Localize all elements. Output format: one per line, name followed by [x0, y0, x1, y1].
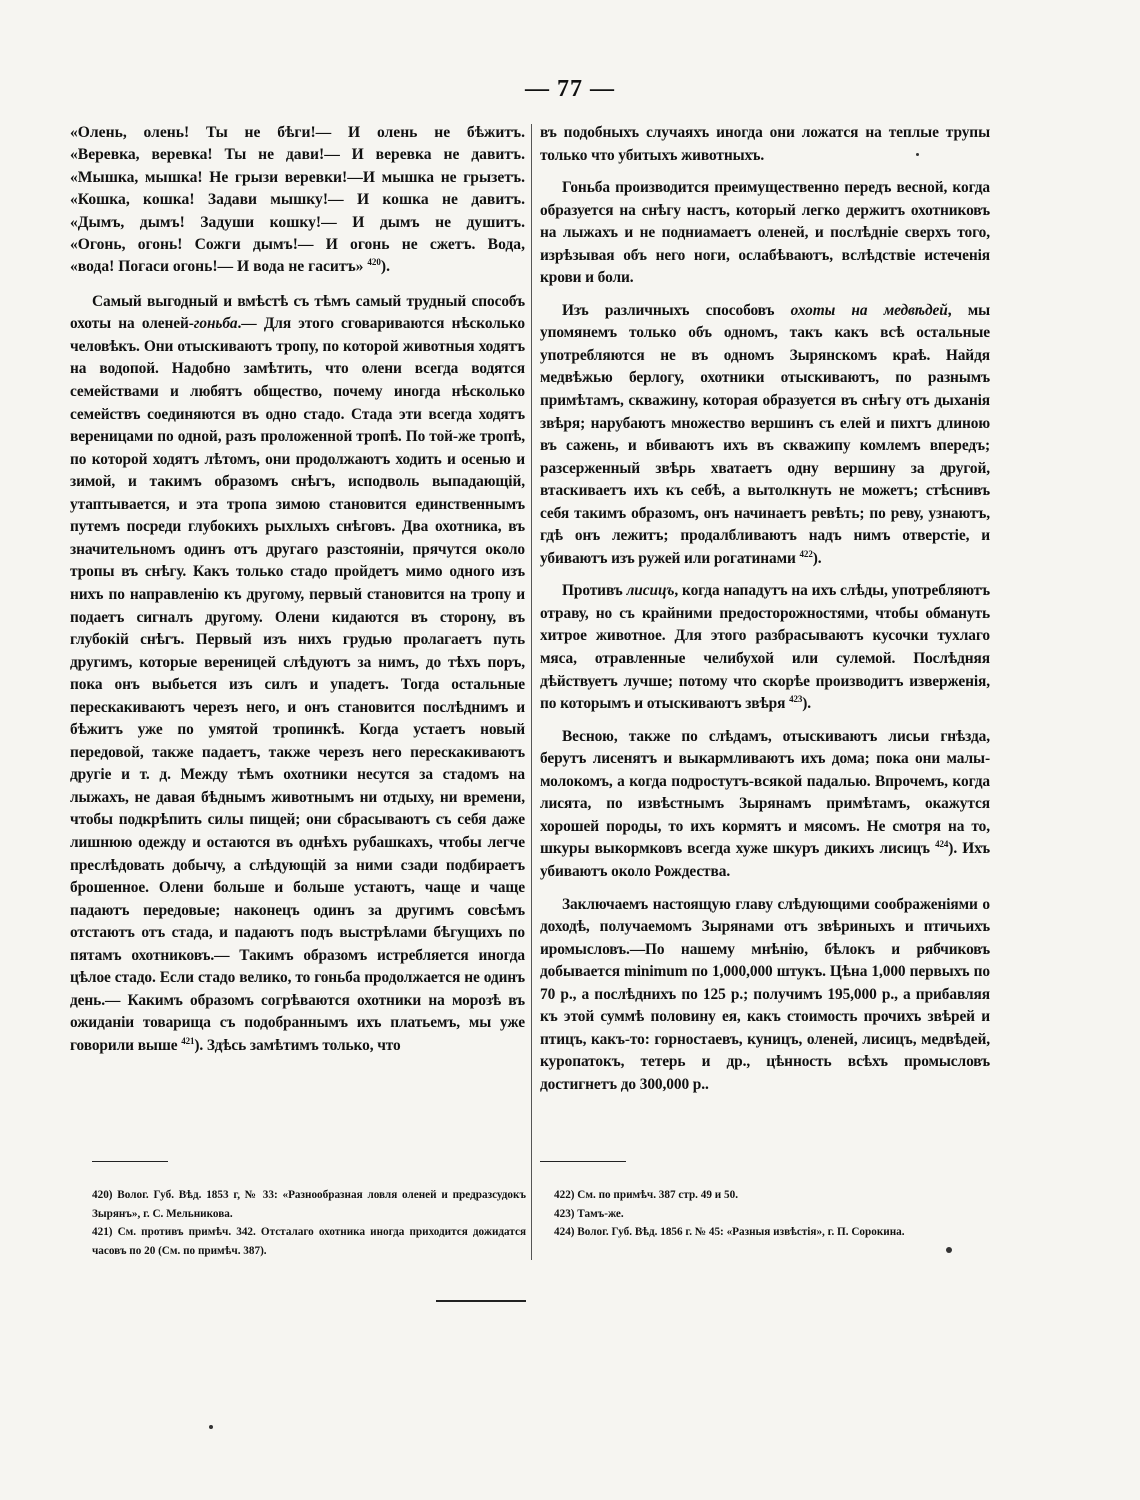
footnote-ref: 422 — [799, 548, 813, 559]
poem-line-last: «вода! Погаси огонь!— И вода не гаситъ» $^{420}$). — [70, 257, 390, 276]
column-divider — [531, 124, 532, 1260]
footnote: 420) Волог. Губ. Вѣд. 1853 г, № 33: «Разнообразная ловля оленей и предразсудокъ Зырянъ», г. С. Мельникова. — [92, 1189, 526, 1220]
paragraph-bear-hunt: Изъ различныхъ способовъ охоты на медвѣдей, мы упомянемъ только объ одномъ, такъ какъ всѣ остальные употребляются не въ одномъ Зырянскомъ краѣ. Найдя медвѣжью берлогу, охотники отыскиваютъ, по разнымъ примѣтамъ, скважину, которая образуется въ снѣгу отъ дыханія звѣря; нарубаютъ множество вершинъ съ елей и пихтъ длиною въ сажень, и вбиваютъ ихъ въ скважипу комлемъ впередъ; разсерженный звѣрь хватаетъ одну вершину за другой, втаскиваетъ ихъ къ себѣ, а вытолкнуть не можетъ; стѣснивъ себя такимъ образомъ, онъ начинаетъ ревѣть; по реву, узнаютъ, гдѣ онъ лежитъ; продалбливаютъ надъ нимъ отверстіе, и убиваютъ изъ ружей или рогатинами $^{422}$). — [540, 301, 990, 567]
paragraph-continuation: въ подобныхъ случаяхъ иногда они ложатся на теплые трупы только что убитыхъ животныхъ. — [540, 124, 990, 164]
footnote: 421) См. противъ примѣч. 342. Отсталаго охотника иногда приходится дожидатся часовъ по 20 (См. по примѣч. 387). — [92, 1226, 526, 1257]
poem-line: «Дымъ, дымъ! Задуши кошку!— И дымъ не душитъ. — [70, 213, 525, 231]
footnote: 423) Тамъ-же. — [554, 1207, 624, 1220]
footnotes-left — [92, 1186, 526, 1260]
footnote: 424) Волог. Губ. Вѣд. 1856 г. № 45: «Разныя извѣстія», г. П. Сорокина. — [554, 1226, 905, 1238]
footnote: 422) См. по примѣч. 387 стр. 49 и 50. — [554, 1189, 738, 1201]
right-column — [540, 122, 990, 1096]
ink-speck — [209, 1425, 213, 1429]
page-number: — 77 — — [525, 76, 615, 102]
paragraph-gonba: Гоньба производится преимущественно передъ весной, когда образуется на снѣгу настъ, который легко держитъ охотниковъ на лыжахъ и не подниамаетъ оленей, и послѣдніе сверхъ того, изрѣзывая объ него ноги, ослабѣваютъ, вслѣдствіе истеченія крови и боли. — [540, 179, 990, 287]
footnote-ref: 423 — [789, 694, 803, 704]
poem-line: «Мышка, мышка! Не грызи веревки!—И мышка не грызетъ. — [70, 168, 525, 186]
paragraph-conclusion: Заключаемъ настоящую главу слѣдующими соображеніями о доходѣ, получаемомъ Зырянами отъ звѣриныхъ и птичьихъ иромысловъ.—По нашему мнѣнію, бѣлокъ и рябчиковъ добывается minimum по 1,000,000 штукъ. Цѣна 1,000 первыхъ по 70 р., а послѣднихъ по 125 р.; получимъ 195,000 р., а прибавляя къ этой суммѣ половину ея, какъ стоимость прочихъ звѣрей и птицъ, какъ-то: горностаевъ, куницъ, оленей, лисицъ, медвѣдей, куропатокъ, тетерь и др., цѣнность всѣхъ промысловъ достигнетъ до 300,000 р.. — [540, 895, 990, 1093]
poem-line: «Олень, олень! Ты не бѣги!— И олень не бѣжитъ. — [70, 124, 525, 141]
footnote-ref: 421 — [181, 1035, 195, 1046]
poem — [70, 122, 525, 279]
ink-speck — [946, 1247, 952, 1253]
poem-line: «Веревка, веревка! Ты не дави!— И веревка не давитъ. — [70, 146, 525, 164]
footnote-rule-left — [92, 1161, 168, 1162]
left-column — [70, 122, 525, 1057]
footnotes-right — [540, 1186, 986, 1242]
footnote-rule-right — [540, 1161, 626, 1162]
paragraph-reindeer-hunt: Самый выгодный и вмѣстѣ съ тѣмъ самый трудный способъ охоты на оленей-гоньба.— Для этого сговариваются нѣсколько человѣкъ. Они отыскиваютъ тропу, по которой животныя ходятъ на водопой. Надобно замѣтить, что олени всегда водятся семействами и любятъ общество, почему иногда нѣсколько семействъ соединяются въ одно стадо. Стада эти всегда ходятъ вереницами по одной, разъ проложенной тропѣ. По той-же тропѣ, по которой ходятъ лѣтомъ, они продолжаютъ ходить и осенью и зимой, и такимъ образомъ снѣгъ, исподволь выпадающій, утаптывается, и эта тропа зимою становится единственнымъ путемъ посреди глубокихъ рыхлыхъ снѣговъ. Два охотника, въ значительномъ одинъ отъ другаго разстояніи, прячутся около тропы въ снѣгу. Какъ только стадо пройдетъ мимо одного изъ нихъ по направленію къ другому, первый становится на тропу и подаетъ сигналъ другому. Олени кидаются въ сторону, въ глубокій снѣгъ. Первый изъ нихъ грудью пролагаетъ путь другимъ, которые вереницей слѣдуютъ за нимъ, до тѣхъ поръ, пока онъ выбьется изъ силъ и упадетъ. Тогда остальные перескакиваютъ черезъ него, и онъ становится послѣднимъ и бѣжитъ уже по умятой тропинкѣ. Когда устаетъ новый передовой, также падаетъ, также черезъ него перескакиваютъ другіе и т. д. Между тѣмъ охотники несутся за стадомъ на лыжахъ, не давая бѣднымъ животнымъ ни отдыху, ни времени, чтобы подкрѣпить силы пищей; они сбрасываютъ съ себя даже лишнюю одежду и остаются въ однѣхъ рубашкахъ, чтобы легче преслѣдовать добычу, а слѣдующій за ними сзади подбираетъ брошенное. Олени больше и больше устаютъ, чаще и чаще падаютъ передовые; наконецъ одинъ за другимъ совсѣмъ отстаютъ отъ стада, и падаютъ подъ выстрѣлами бѣгущихъ по пятамъ охотниковъ.— Такимъ образомъ истребляется иногда цѣлое стадо. Если стадо велико, то гоньба продолжается не одинъ день.— Какимъ образомъ согрѣваются охотники на морозѣ въ ожиданіи товарища съ подобраннымъ ихъ платьемъ, мы уже говорили выше $^{421}$). Здѣсь замѣтимъ только, что — [70, 292, 525, 1054]
ink-speck — [916, 153, 919, 156]
footnote-ref: 424 — [935, 839, 949, 850]
paragraph-fox-hunt: Противъ лисицъ, когда нападутъ на ихъ слѣды, употребляютъ отраву, но съ крайними предосторожностями, чтобы обмануть хитрое животное. Для этого разбрасываютъ кусочки тухлаго мяса, отравленные челибухой или сулемой. Послѣдняя дѣйствуетъ лучше; потому что скорѣе производитъ изверженія, по которымъ и отыскиваютъ звѣря $^{423}$). — [540, 582, 990, 713]
end-rule — [436, 1300, 526, 1302]
footnote-ref: 420 — [367, 257, 381, 268]
paragraph-fox-cubs: Весною, также по слѣдамъ, отыскиваютъ лисьи гнѣзда, берутъ лисенятъ и выкармливаютъ ихъ дома; пока они малы-молокомъ, а когда подростутъ-всякой падалью. Впрочемъ, когда лисята, по извѣстнымъ Зырянамъ примѣтамъ, окажутся хорошей породы, то ихъ кормятъ и мясомъ. Не смотря на то, шкуры выкормковъ всегда хуже шкуръ дикихъ лисицъ $^{424}$). Ихъ убиваютъ около Рождества. — [540, 727, 990, 880]
poem-line: «Огонь, огонь! Сожги дымъ!— И огонь не сжетъ. Вода, — [70, 236, 525, 254]
poem-line: «Кошка, кошка! Задави мышку!— И кошка не давитъ. — [70, 191, 525, 209]
